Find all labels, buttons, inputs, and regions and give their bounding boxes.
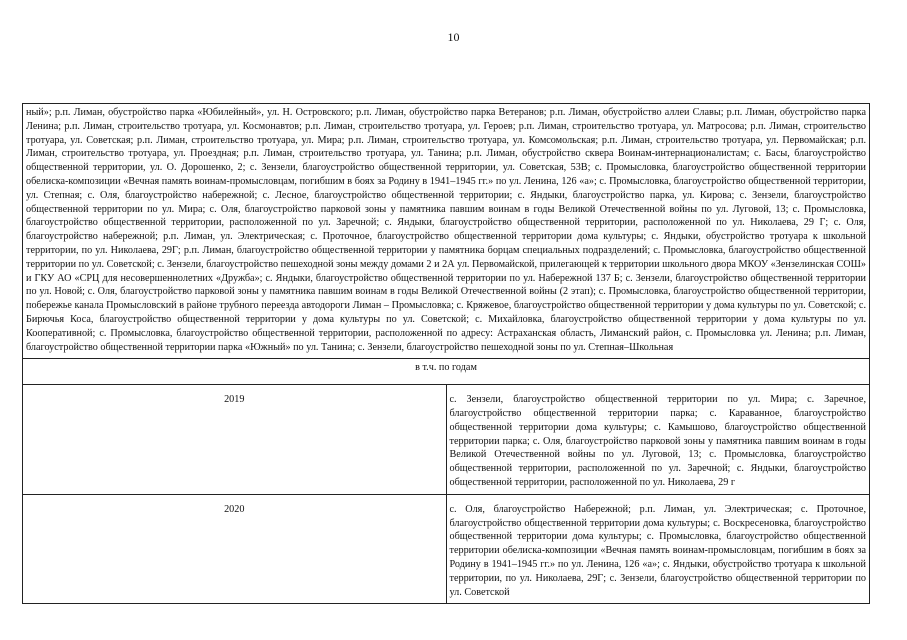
year-label: 2019 (224, 394, 245, 406)
description-cell (446, 385, 870, 495)
year-label: 2020 (224, 503, 245, 515)
table-row-continuation (23, 104, 870, 359)
table-row (23, 385, 870, 495)
data-table (22, 103, 870, 604)
description-text: с. Зензели, благоустройство общественной территории по ул. Мира; с. Заречное, благоустройство общественной территории парка; с. Караванное, благоустройство общественной территории дома культуры; с. Камышово, благоустройство общественной территории парка; с. Оля, благоустройство парковой зоны у памятника павшим воинам в годы Великой Отечественной войны по ул. Луговой, 13; с. Промысловка, благоустройство общественной территории, расположенной по ул. Заречной; с. Яндыки, благоустройство общественной территории, расположенной по ул. Николаева, 29 г (449, 394, 866, 488)
page-number: 10 (447, 30, 460, 44)
table-row (23, 494, 870, 604)
year-cell (23, 385, 447, 495)
subheading-cell (23, 359, 870, 385)
table-row-subheading (23, 359, 870, 385)
year-cell (23, 494, 447, 604)
continuation-cell (23, 104, 870, 359)
description-text: с. Оля, благоустройство Набережной; р.п. Лиман, ул. Электрическая; с. Проточное, благоустройство общественной территории дома культуры; с. Воскресеновка, благоустройство общественной территории дома культуры; с. Промысловка, благоустройство общественной территории обелиска-композиции «Вечная память воинам-промысловцам, погибшим в боях за Родину в 1941–1945 гг.» по ул. Ленина, 126 «а»; с. Яндыки, обустройство тротуара к школьной территории, по ул. Николаева, 29Г; с. Зензели, благоустройство общественной территории по ул. Советской (449, 503, 866, 598)
description-cell (446, 494, 870, 604)
subheading-text: в т.ч. по годам (415, 362, 477, 374)
continuation-text: ный»; р.п. Лиман, обустройство парка «Юбилейный», ул. Н. Островского; р.п. Лиман, обустройство парка Ветеранов; р.п. Лиман, обустройство аллеи Славы; р.п. Лиман, обустройство парка Ленина; р.п. Лиман, строительство тротуара, ул. Космонавтов; р.п. Лиман, строительство тротуара, ул. Героев; р.п. Лиман, строительство тротуара, ул. Матросова; р.п. Лиман, строительство тротуара, ул. Советская; р.п. Лиман, строительство тротуара, ул. Мира; р.п. Лиман, строительство тротуара, ул. Комсомольская; р.п. Лиман, строительство тротуара, ул. Первомайская; р.п. Лиман, строительство тротуара, ул. Проездная; р.п. Лиман, строительство тротуара, ул. Танина; р.п. Лиман, обустройство сквера Воинам-интернационалистам; с. Басы, благоустройство общественной территории, ул. О. Дорошенко, 2; с. Зензели, благоустройство общественной территории, ул. Советская, 53В; с. Промысловка, благоустройство общественной территории обелиска-композиции «Вечная память воинам-промысловцам, погибшим в боях за Родину в 1941–1945 гг.» по ул. Ленина, 126 «а»; с. Промысловка, благоустройство общественной территории, ул. Степная; с. Оля, благоустройство набережной; с. Лесное, благоустройство общественной территории; с. Яндыки, благоустройство парка, ул. Кирова; с. Зензели, благоустройство общественной территории по ул. Мира; с. Оля, благоустройство парковой зоны у памятника павшим воинам в годы Великой Отечественной войны по ул. Луговой, 13; с. Промысловка, благоустройство общественной территории, расположенной по ул. Заречной; с. Яндыки, благоустройство общественной территории, расположенной по ул. Николаева, 29 Г; с. Оля, благоустройство набережной; р.п. Лиман, ул. Электрическая; с. Проточное, благоустройство общественной территории дома культуры; с. Яндыки, обустройство тротуара к школьной территории, по ул. Николаева, 29Г; р.п. Лиман, благоустройство общественной территории у памятника борцам специальных подразделений; с. Промысловка, благоустройство общественной территории по ул. Советской; с. Зензели, благоустройство пешеходной зоны между домами 2 и 2А ул. Первомайской, прилегающей к территории школьного двора МКОУ «Зензелинская СОШ» и ГКУ АО «СРЦ для несовершеннолетних «Дружба»; с. Яндыки, благоустройство общественной территории по ул. Набережной 137 Б; с. Зензели, благоустройство общественной территории по ул. Новой; с. Оля, благоустройство парковой зоны у памятника павшим воинам в годы Великой Отечественной войны (2 этап); с. Промысловка, благоустройство общественной территории, побережье канала Промысловский в районе трубного переезда автодороги Лиман – Промысловка; с. Кряжевое, благоустройство общественной территории у дома культуры по ул. Советской; с. Бирючья Коса, благоустройство общественной территории у дома культуры по ул. Советской; с. Михайловка, благоустройство общественной территории у дома культуры по ул. Кооперативной; с. Промысловка, благоустройство общественной территории, расположенной по адресу: Астраханская область, Лиманский район, с. Промысловка ул. Ленина; р.п. Лиман, благоустройство общественной территории парка «Южный» по ул. Танина; с. Зензели, благоустройство пешеходной зоны по ул. Степная–Школьная (26, 107, 866, 353)
